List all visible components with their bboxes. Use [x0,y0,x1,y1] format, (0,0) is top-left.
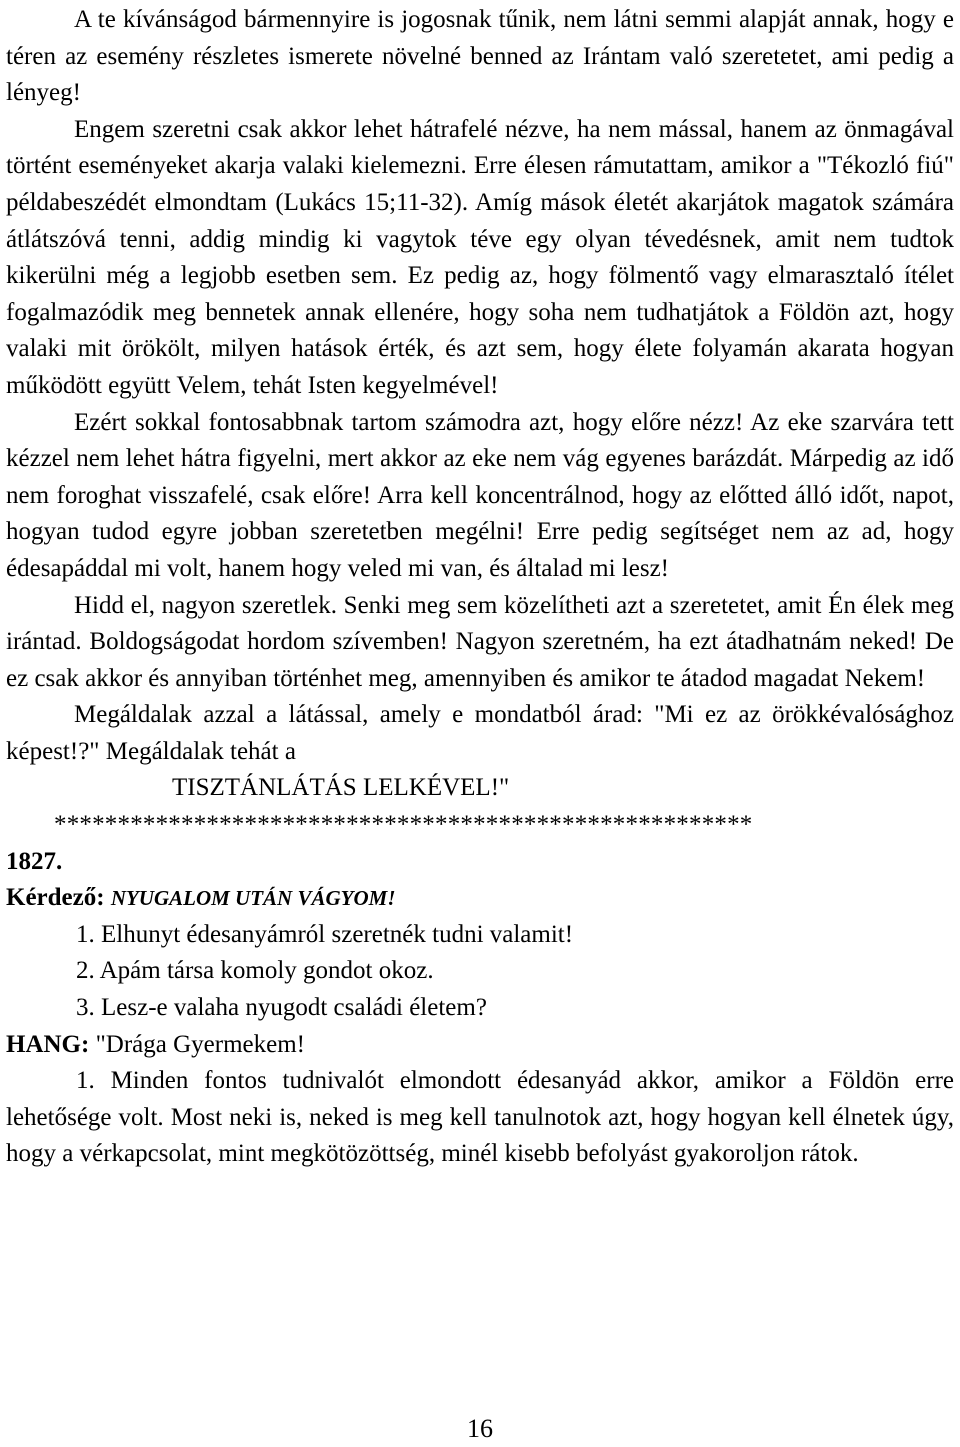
voice-greeting: "Drága Gyermekem! [95,1030,305,1058]
paragraph-1: A te kívánságod bármennyire is jogosnak tűnik, nem látni semmi alapját annak, hogy e téren az esemény részletes ismerete növelné benned az Irántam való szeretetet, ami pedig a lényeg! [6,6,954,107]
questioner-label: Kérdező: [6,884,105,912]
question-item-1: 1. Elhunyt édesanyámról szeretnék tudni valamit! [76,920,574,948]
voice-line [6,1027,954,1064]
paragraph-3: Ezért sokkal fontosabbnak tartom számodra azt, hogy előre nézz! Az eke szarvára tett kézzel nem lehet hátra figyelni, mert akkor az eke nem vág egyenes barázdát. Márpedig az idő nem foroghat visszafelé, csak előre! Arra kell koncentrálnod, hogy az előtted álló időt, napot, hogyan tudod egyre jobban szeretetben megélni! Erre pedig segítséget nem az ad, hogy édesapáddal mi volt, hanem hogy veled mi van, és általad mi lesz! [6,408,954,582]
entry-number: 1827. [6,847,63,875]
separator-line: ******************************************************* [54,811,753,839]
questioner-line [6,880,954,917]
paragraph-5: Megáldalak azzal a látással, amely e mondatból árad: "Mi ez az örökkévalósághoz képest!?" Megáldalak tehát a [6,701,954,765]
question-item-3: 3. Lesz-e valaha nyugodt családi életem? [76,994,487,1022]
answer-paragraph: 1. Minden fontos tudnivalót elmondott édesanyád akkor, amikor a Földön erre lehetősége volt. Most neki is, neked is meg kell tanulnotok azt, hogy hogyan kell élnetek úgy, hogy a vérkapcsolat, mint megkötözöttség, minél kisebb befolyást gyakoroljon rátok. [6,1067,954,1168]
paragraph-2: Engem szeretni csak akkor lehet hátrafelé nézve, ha nem mással, hanem az önmagával történt eseményeket akarja valaki kielemezni. Erre élesen rámutattam, amikor a "Tékozló fiú" példabeszédét elmondtam (Lukács 15;11-32). Amíg mások életét akarjátok magatok számára átlátszóvá tenni, addig mindig ki vagytok téve egy olyan tévedésnek, amit nem tudtok kikerülni még a legjobb esetben sem. Ez pedig az, hogy fölmentő vagy elmarasztaló ítélet fogalmazódik meg bennetek annak ellenére, hogy soha nem tudhatjátok a Földön azt, hogy valaki mit örökölt, milyen hatások érték, és azt sem, hogy élete folyamán akarata hogyan működött együtt Velem, tehát Isten kegyelmével! [6,115,954,399]
paragraph-4: Hidd el, nagyon szeretlek. Senki meg sem közelítheti azt a szeretetet, amit Én élek meg irántad. Boldogságodat hordom szívemben! Nagyon szeretném, ha ezt átadhatnám neked! De ez csak akkor és annyiban történhet meg, amennyiben és amikor te átadod magadat Nekem! [6,591,954,692]
closing-line: TISZTÁNLÁTÁS LELKÉVEL!" [172,774,510,802]
document-page [6,2,954,1173]
page-number: 16 [467,1414,493,1443]
question-item-2: 2. Apám társa komoly gondot okoz. [76,957,434,985]
voice-label: HANG: [6,1030,90,1058]
questioner-topic: NYUGALOM UTÁN VÁGYOM! [110,886,396,911]
